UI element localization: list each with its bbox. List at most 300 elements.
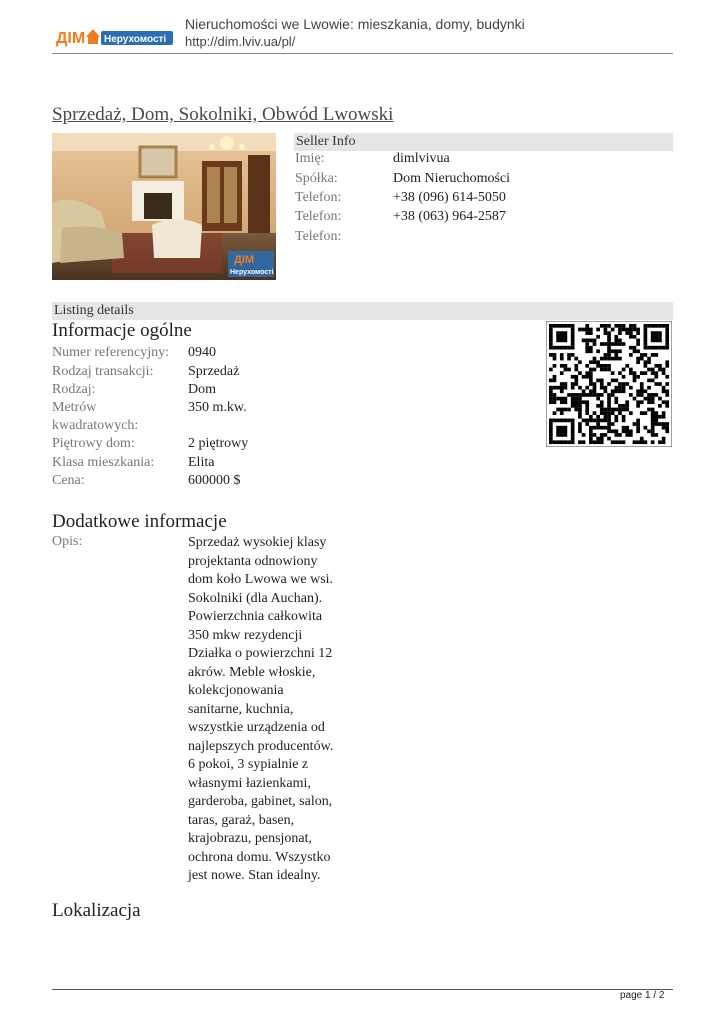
- qr-module: [618, 331, 622, 335]
- qr-module: [549, 389, 553, 393]
- qr-module: [658, 397, 662, 401]
- qr-module: [654, 339, 658, 343]
- qr-module: [593, 440, 597, 444]
- qr-module: [644, 426, 648, 430]
- qr-module: [549, 429, 553, 433]
- qr-module: [633, 346, 637, 350]
- description-line: Działka o powierzchni 12: [188, 646, 333, 661]
- qr-module: [600, 357, 604, 361]
- qr-module: [553, 353, 557, 357]
- qr-module: [644, 339, 648, 343]
- qr-module: [571, 404, 575, 408]
- qr-module: [629, 411, 633, 415]
- qr-module: [564, 426, 568, 430]
- qr-module: [564, 397, 568, 401]
- qr-module: [629, 386, 633, 390]
- qr-module: [651, 371, 655, 375]
- seller-info-header: Seller Info: [294, 133, 673, 151]
- qr-module: [589, 375, 593, 379]
- qr-module: [607, 382, 611, 386]
- qr-module: [582, 389, 586, 393]
- qr-module: [636, 357, 640, 361]
- qr-module: [560, 324, 564, 328]
- qr-module: [618, 411, 622, 415]
- qr-module: [636, 429, 640, 433]
- qr-module: [596, 364, 600, 368]
- qr-module: [582, 339, 586, 343]
- qr-module: [611, 349, 615, 353]
- qr-module: [665, 324, 669, 328]
- qr-module: [560, 426, 564, 430]
- qr-module: [593, 419, 597, 423]
- qr-module: [553, 375, 557, 379]
- qr-module: [622, 389, 626, 393]
- qr-module: [571, 375, 575, 379]
- qr-module: [574, 357, 578, 361]
- qr-module: [633, 324, 637, 328]
- qr-module: [604, 408, 608, 412]
- qr-module: [665, 426, 669, 430]
- qr-module: [571, 419, 575, 423]
- qr-module: [567, 440, 571, 444]
- qr-module: [549, 426, 553, 430]
- qr-module: [611, 389, 615, 393]
- site-logo[interactable]: [55, 25, 173, 47]
- qr-module: [604, 357, 608, 361]
- qr-module: [600, 342, 604, 346]
- qr-module: [611, 328, 615, 332]
- qr-module: [571, 386, 575, 390]
- qr-module: [651, 346, 655, 350]
- qr-module: [571, 433, 575, 437]
- description-line: dom koło Lwowa we wsi.: [188, 572, 334, 587]
- listing-details-header: Listing details: [52, 302, 673, 320]
- qr-module: [560, 397, 564, 401]
- qr-module: [618, 342, 622, 346]
- qr-module: [665, 382, 669, 386]
- qr-module: [644, 331, 648, 335]
- qr-module: [607, 429, 611, 433]
- qr-module: [651, 422, 655, 426]
- qr-module: [611, 393, 615, 397]
- detail-value-floors: 2 piętrowy: [188, 436, 249, 451]
- qr-module: [604, 364, 608, 368]
- description-line: akrów. Meble włoskie,: [188, 664, 316, 680]
- description-line: wszystkie urządzenia od: [188, 720, 325, 735]
- qr-module: [600, 368, 604, 372]
- qr-module: [556, 324, 560, 328]
- qr-module: [614, 429, 618, 433]
- qr-module: [571, 437, 575, 441]
- qr-module: [596, 404, 600, 408]
- qr-module: [578, 371, 582, 375]
- detail-label-class: Klasa mieszkania:: [52, 455, 155, 470]
- qr-module: [665, 400, 669, 404]
- qr-module: [585, 346, 589, 350]
- qr-module: [647, 397, 651, 401]
- qr-module: [651, 415, 655, 419]
- qr-module: [600, 364, 604, 368]
- location-heading: Lokalizacja: [52, 900, 141, 921]
- qr-module: [600, 386, 604, 390]
- qr-module: [600, 382, 604, 386]
- qr-module: [644, 364, 648, 368]
- qr-module: [596, 379, 600, 383]
- description-line: ochrona domu. Wszystko: [188, 849, 331, 865]
- qr-module: [578, 360, 582, 364]
- qr-module: [647, 379, 651, 383]
- description-line: najlepszych producentów.: [188, 738, 334, 754]
- qr-module: [549, 368, 553, 372]
- qr-module: [651, 335, 655, 339]
- qr-module: [640, 437, 644, 441]
- qr-module: [658, 440, 662, 444]
- qr-module: [654, 419, 658, 423]
- qr-module: [665, 331, 669, 335]
- qr-module: [640, 386, 644, 390]
- qr-module: [585, 324, 589, 328]
- qr-module: [560, 357, 564, 361]
- qr-module: [593, 368, 597, 372]
- qr-module: [644, 411, 648, 415]
- qr-module: [589, 429, 593, 433]
- qr-module: [600, 440, 604, 444]
- qr-module: [560, 371, 564, 375]
- qr-module: [651, 393, 655, 397]
- qr-module: [556, 440, 560, 444]
- qr-module: [582, 440, 586, 444]
- qr-module: [567, 357, 571, 361]
- qr-module: [589, 419, 593, 423]
- qr-module: [614, 400, 618, 404]
- qr-module: [636, 342, 640, 346]
- qr-module: [607, 411, 611, 415]
- qr-module: [607, 346, 611, 350]
- header-url[interactable]: http://dim.lviv.ua/pl/: [185, 34, 296, 49]
- qr-module: [571, 382, 575, 386]
- detail-value-transaction: Sprzedaż: [188, 364, 240, 379]
- qr-module: [607, 400, 611, 404]
- qr-module: [589, 339, 593, 343]
- description-line: projektanta odnowiony: [188, 553, 318, 569]
- qr-module: [600, 404, 604, 408]
- qr-module: [571, 440, 575, 444]
- qr-module: [589, 368, 593, 372]
- qr-module: [593, 357, 597, 361]
- qr-module: [589, 415, 593, 419]
- seller-value-phone-1[interactable]: +38 (096) 614-5050: [393, 190, 506, 205]
- qr-module: [589, 371, 593, 375]
- qr-module: [625, 331, 629, 335]
- qr-module: [625, 400, 629, 404]
- qr-module: [600, 379, 604, 383]
- qr-module: [553, 440, 557, 444]
- qr-module: [658, 346, 662, 350]
- qr-module: [611, 411, 615, 415]
- qr-module: [607, 397, 611, 401]
- seller-value-company: Dom Nieruchomości: [393, 171, 511, 186]
- qr-module: [571, 328, 575, 332]
- qr-module: [574, 382, 578, 386]
- qr-module: [556, 397, 560, 401]
- qr-module: [585, 400, 589, 404]
- qr-module: [604, 331, 608, 335]
- qr-module: [607, 437, 611, 441]
- qr-module: [585, 386, 589, 390]
- qr-module: [654, 353, 658, 357]
- qr-module: [571, 393, 575, 397]
- qr-module: [665, 342, 669, 346]
- qr-module: [600, 433, 604, 437]
- qr-module: [604, 353, 608, 357]
- qr-module: [549, 346, 553, 350]
- qr-module: [651, 353, 655, 357]
- footer-divider: [52, 989, 673, 990]
- qr-module: [556, 408, 560, 412]
- qr-module: [571, 400, 575, 404]
- qr-module: [593, 411, 597, 415]
- qr-module: [567, 346, 571, 350]
- qr-module: [582, 400, 586, 404]
- qr-module: [647, 386, 651, 390]
- qr-module: [607, 422, 611, 426]
- qr-module: [556, 426, 560, 430]
- qr-module: [549, 419, 553, 423]
- qr-module: [604, 324, 608, 328]
- qr-module: [665, 328, 669, 332]
- qr-module: [607, 364, 611, 368]
- qr-module: [614, 433, 618, 437]
- qr-module: [662, 389, 666, 393]
- qr-module: [553, 411, 557, 415]
- qr-module: [600, 324, 604, 328]
- qr-module: [644, 346, 648, 350]
- qr-module: [607, 368, 611, 372]
- qr-module: [585, 411, 589, 415]
- qr-module: [549, 331, 553, 335]
- qr-module: [629, 331, 633, 335]
- qr-module: [625, 429, 629, 433]
- qr-module: [633, 397, 637, 401]
- qr-module: [607, 349, 611, 353]
- qr-module: [658, 415, 662, 419]
- qr-module: [578, 404, 582, 408]
- qr-module: [658, 422, 662, 426]
- qr-module: [662, 426, 666, 430]
- qr-module: [665, 346, 669, 350]
- listing-title[interactable]: Sprzedaż, Dom, Sokolniki, Obwód Lwowski: [52, 104, 394, 125]
- qr-module: [625, 433, 629, 437]
- qr-module: [596, 397, 600, 401]
- qr-module: [556, 335, 560, 339]
- qr-module: [549, 397, 553, 401]
- qr-module: [589, 389, 593, 393]
- qr-module: [549, 422, 553, 426]
- qr-module: [589, 437, 593, 441]
- qr-module: [578, 393, 582, 397]
- qr-module: [654, 375, 658, 379]
- qr-module: [614, 386, 618, 390]
- qr-module: [549, 437, 553, 441]
- qr-module: [593, 426, 597, 430]
- qr-module: [589, 440, 593, 444]
- qr-module: [654, 364, 658, 368]
- qr-module: [662, 415, 666, 419]
- detail-label-price: Cena:: [52, 473, 85, 488]
- qr-module: [596, 335, 600, 339]
- qr-module: [665, 375, 669, 379]
- additional-info-heading: Dodatkowe informacje: [52, 511, 227, 532]
- qr-module: [564, 324, 568, 328]
- qr-module: [665, 339, 669, 343]
- qr-module: [604, 386, 608, 390]
- qr-module: [654, 331, 658, 335]
- qr-module: [564, 382, 568, 386]
- qr-module: [647, 429, 651, 433]
- qr-module: [604, 368, 608, 372]
- qr-module: [553, 386, 557, 390]
- qr-module: [651, 368, 655, 372]
- qr-module: [564, 364, 568, 368]
- general-info-heading: Informacje ogólne: [52, 320, 192, 341]
- qr-module: [571, 342, 575, 346]
- qr-module: [607, 353, 611, 357]
- detail-value-ref: 0940: [188, 345, 216, 360]
- qr-module: [665, 393, 669, 397]
- qr-module: [629, 353, 633, 357]
- qr-module: [614, 335, 618, 339]
- qr-module: [585, 422, 589, 426]
- qr-module: [600, 426, 604, 430]
- qr-module: [633, 335, 637, 339]
- qr-module: [607, 393, 611, 397]
- qr-module: [665, 360, 669, 364]
- qr-module: [654, 433, 658, 437]
- qr-module: [640, 389, 644, 393]
- qr-module: [589, 426, 593, 430]
- qr-module: [647, 393, 651, 397]
- qr-module: [578, 397, 582, 401]
- description-line: sanitarne, kuchnia,: [188, 701, 294, 717]
- qr-module: [658, 331, 662, 335]
- qr-module: [647, 357, 651, 361]
- qr-module: [560, 353, 564, 357]
- qr-module: [596, 393, 600, 397]
- qr-module: [596, 440, 600, 444]
- qr-module: [629, 346, 633, 350]
- qr-module: [593, 360, 597, 364]
- detail-label-floors: Piętrowy dom:: [52, 436, 135, 451]
- qr-module: [662, 368, 666, 372]
- qr-module: [651, 379, 655, 383]
- photo-watermark-bottom: Нерухомості: [230, 269, 274, 276]
- qr-module: [567, 419, 571, 423]
- qr-module: [647, 408, 651, 412]
- qr-module: [574, 400, 578, 404]
- qr-module: [578, 328, 582, 332]
- qr-module: [549, 335, 553, 339]
- seller-value-phone-2[interactable]: +38 (063) 964-2587: [393, 209, 506, 224]
- qr-module: [662, 437, 666, 441]
- qr-module: [567, 353, 571, 357]
- qr-module: [665, 422, 669, 426]
- qr-module: [662, 386, 666, 390]
- qr-code: [546, 321, 672, 447]
- header-title: Nieruchomości we Lwowie: mieszkania, domy, budynki: [185, 16, 525, 32]
- qr-module: [549, 393, 553, 397]
- qr-module: [618, 386, 622, 390]
- qr-module: [622, 386, 626, 390]
- qr-module: [614, 415, 618, 419]
- qr-module: [564, 335, 568, 339]
- qr-module: [585, 419, 589, 423]
- logo-text-right: Нерухомості: [104, 34, 167, 45]
- detail-value-area: 350 m.kw.: [188, 400, 247, 415]
- qr-module: [589, 382, 593, 386]
- qr-module: [564, 408, 568, 412]
- qr-module: [618, 357, 622, 361]
- qr-module: [629, 328, 633, 332]
- description-text: [188, 534, 353, 886]
- qr-module: [629, 393, 633, 397]
- qr-module: [611, 357, 615, 361]
- qr-module: [629, 368, 633, 372]
- qr-module: [553, 400, 557, 404]
- qr-module: [636, 422, 640, 426]
- qr-module: [607, 426, 611, 430]
- qr-module: [658, 382, 662, 386]
- qr-module: [618, 382, 622, 386]
- qr-module: [549, 353, 553, 357]
- qr-module: [625, 426, 629, 430]
- qr-module: [611, 440, 615, 444]
- qr-module: [560, 408, 564, 412]
- qr-module: [600, 408, 604, 412]
- qr-module: [607, 419, 611, 423]
- qr-module: [585, 371, 589, 375]
- qr-module: [560, 335, 564, 339]
- qr-module: [604, 342, 608, 346]
- qr-module: [571, 422, 575, 426]
- qr-module: [596, 419, 600, 423]
- qr-module: [589, 393, 593, 397]
- qr-module: [625, 408, 629, 412]
- qr-module: [622, 440, 626, 444]
- qr-module: [614, 379, 618, 383]
- qr-module: [607, 342, 611, 346]
- qr-module: [651, 331, 655, 335]
- qr-module: [604, 415, 608, 419]
- qr-module: [629, 335, 633, 339]
- qr-module: [593, 386, 597, 390]
- qr-module: [625, 382, 629, 386]
- qr-module: [611, 342, 615, 346]
- qr-module: [647, 360, 651, 364]
- qr-module: [553, 357, 557, 361]
- qr-module: [549, 400, 553, 404]
- qr-module: [560, 389, 564, 393]
- qr-module: [611, 408, 615, 412]
- qr-module: [629, 429, 633, 433]
- qr-module: [564, 429, 568, 433]
- qr-module: [622, 415, 626, 419]
- qr-module: [614, 408, 618, 412]
- qr-module: [593, 393, 597, 397]
- qr-module: [585, 408, 589, 412]
- qr-module: [625, 364, 629, 368]
- qr-module: [644, 328, 648, 332]
- description-line: 350 mkw rezydencji: [188, 627, 303, 643]
